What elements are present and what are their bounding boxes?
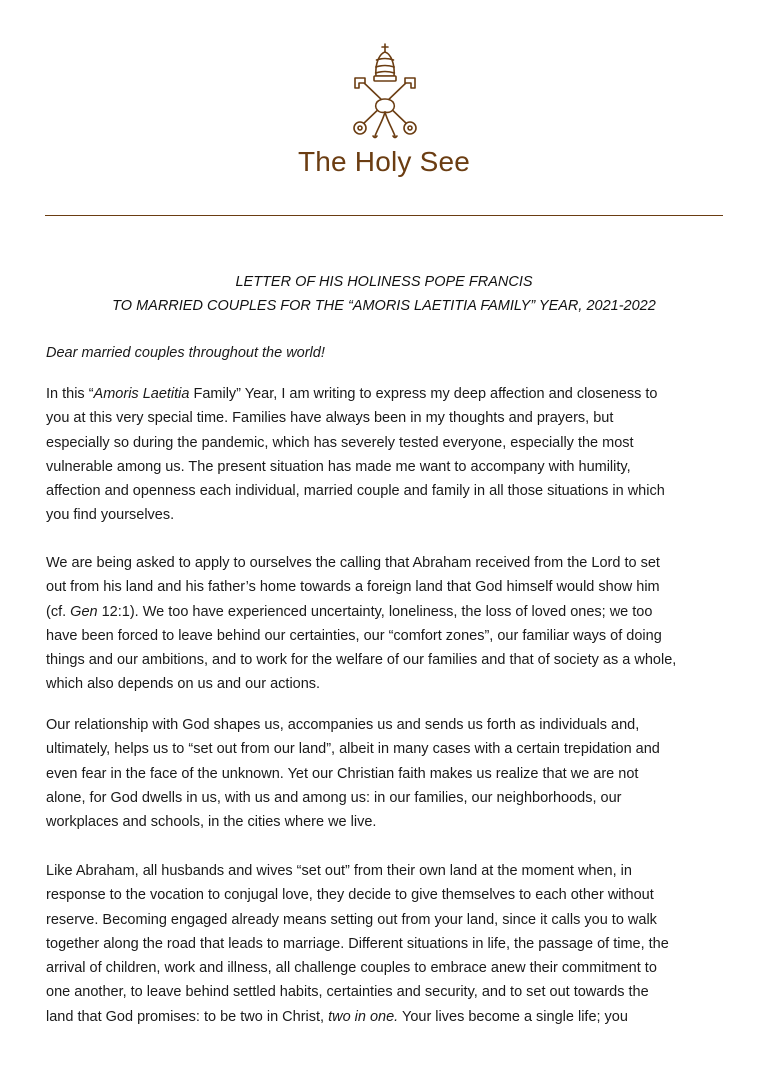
paragraph-line: Our relationship with God shapes us, accompanies us and sends us forth as individuals and,	[46, 717, 640, 733]
paragraph-line: We are being asked to apply to ourselves the calling that Abraham received from the Lord to set	[46, 555, 660, 571]
paragraph-line: which also depends on us and our actions.	[46, 676, 321, 693]
paragraph-2	[46, 551, 726, 697]
paragraph-line: you at this very special time. Families have always been in my thoughts and prayers, but	[46, 410, 614, 427]
paragraph-3	[46, 713, 726, 834]
paragraph-line: alone, for God dwells in us, with us and among us: in our families, our neighborhoods, our	[46, 789, 622, 806]
paragraph-line: reserve. Becoming engaged already means setting out from your land, since it calls you to walk	[46, 911, 657, 928]
paragraph-line: even fear in the face of the unknown. Yet our Christian faith makes us realize that we are not	[46, 765, 639, 782]
paragraph-line: response to the vocation to conjugal love, they decide to give themselves to each other without	[46, 887, 654, 904]
letter-heading	[0, 270, 768, 318]
paragraph-line: Like Abraham, all husbands and wives “set out” from their own land at the moment when, in	[46, 863, 632, 879]
paragraph-line: vulnerable among us. The present situation has made me want to accompany with humility,	[46, 458, 631, 475]
paragraph-line: you find yourselves.	[46, 507, 175, 524]
heading-line-2: TO MARRIED COUPLES FOR THE “AMORIS LAETITIA FAMILY” YEAR, 2021-2022	[112, 298, 656, 314]
italic-title: Amoris Laetitia	[93, 386, 190, 402]
paragraph-line: have been forced to leave behind our certainties, our “comfort zones”, our familiar ways of doing	[46, 627, 662, 644]
italic-phrase: two in one.	[328, 1008, 399, 1025]
paragraph-line: together along the road that leads to marriage. Different situations in life, the passage of time, the	[46, 935, 669, 952]
paragraph-1	[46, 382, 726, 528]
italic-citation: Gen	[70, 603, 98, 620]
paragraph-line: affection and openness each individual, married couple and family in all those situations in which	[46, 483, 665, 500]
paragraph-line: out from his land and his father’s home towards a foreign land that God himself would show him	[46, 579, 660, 596]
paragraph-line: In this “Amoris Laetitia Family” Year, I am writing to express my deep affection and closeness to	[46, 386, 658, 402]
site-title[interactable]: The Holy See	[297, 146, 471, 177]
heading-line-1: LETTER OF HIS HOLINESS POPE FRANCIS	[235, 274, 533, 290]
paragraph-line: especially so during the pandemic, which has severely tested everyone, especially the most	[46, 434, 634, 451]
paragraph-line: arrival of children, work and illness, all challenge couples to embrace anew their commitment to	[46, 960, 657, 977]
paragraph-line: ultimately, helps us to “set out from our land”, albeit in many cases with a certain trepidation and	[46, 741, 660, 758]
paragraph-line: land that God promises: to be two in Christ, two in one. Your lives become a single life; you	[46, 1008, 628, 1025]
paragraph-line: (cf. Gen 12:1). We too have experienced uncertainty, loneliness, the loss of loved ones; we too	[46, 603, 653, 620]
paragraph-line: workplaces and schools, in the cities where we live.	[46, 814, 377, 831]
papal-coat-of-arms-icon	[343, 42, 427, 142]
paragraph-line: one another, to leave behind settled habits, certainties and security, and to set out towards the	[46, 984, 649, 1001]
header-divider	[45, 215, 723, 216]
paragraph-4	[46, 859, 726, 1029]
salutation: Dear married couples throughout the world!	[46, 345, 325, 361]
paragraph-line: things and our ambitions, and to work for the welfare of our families and that of society as a whole,	[46, 652, 677, 669]
